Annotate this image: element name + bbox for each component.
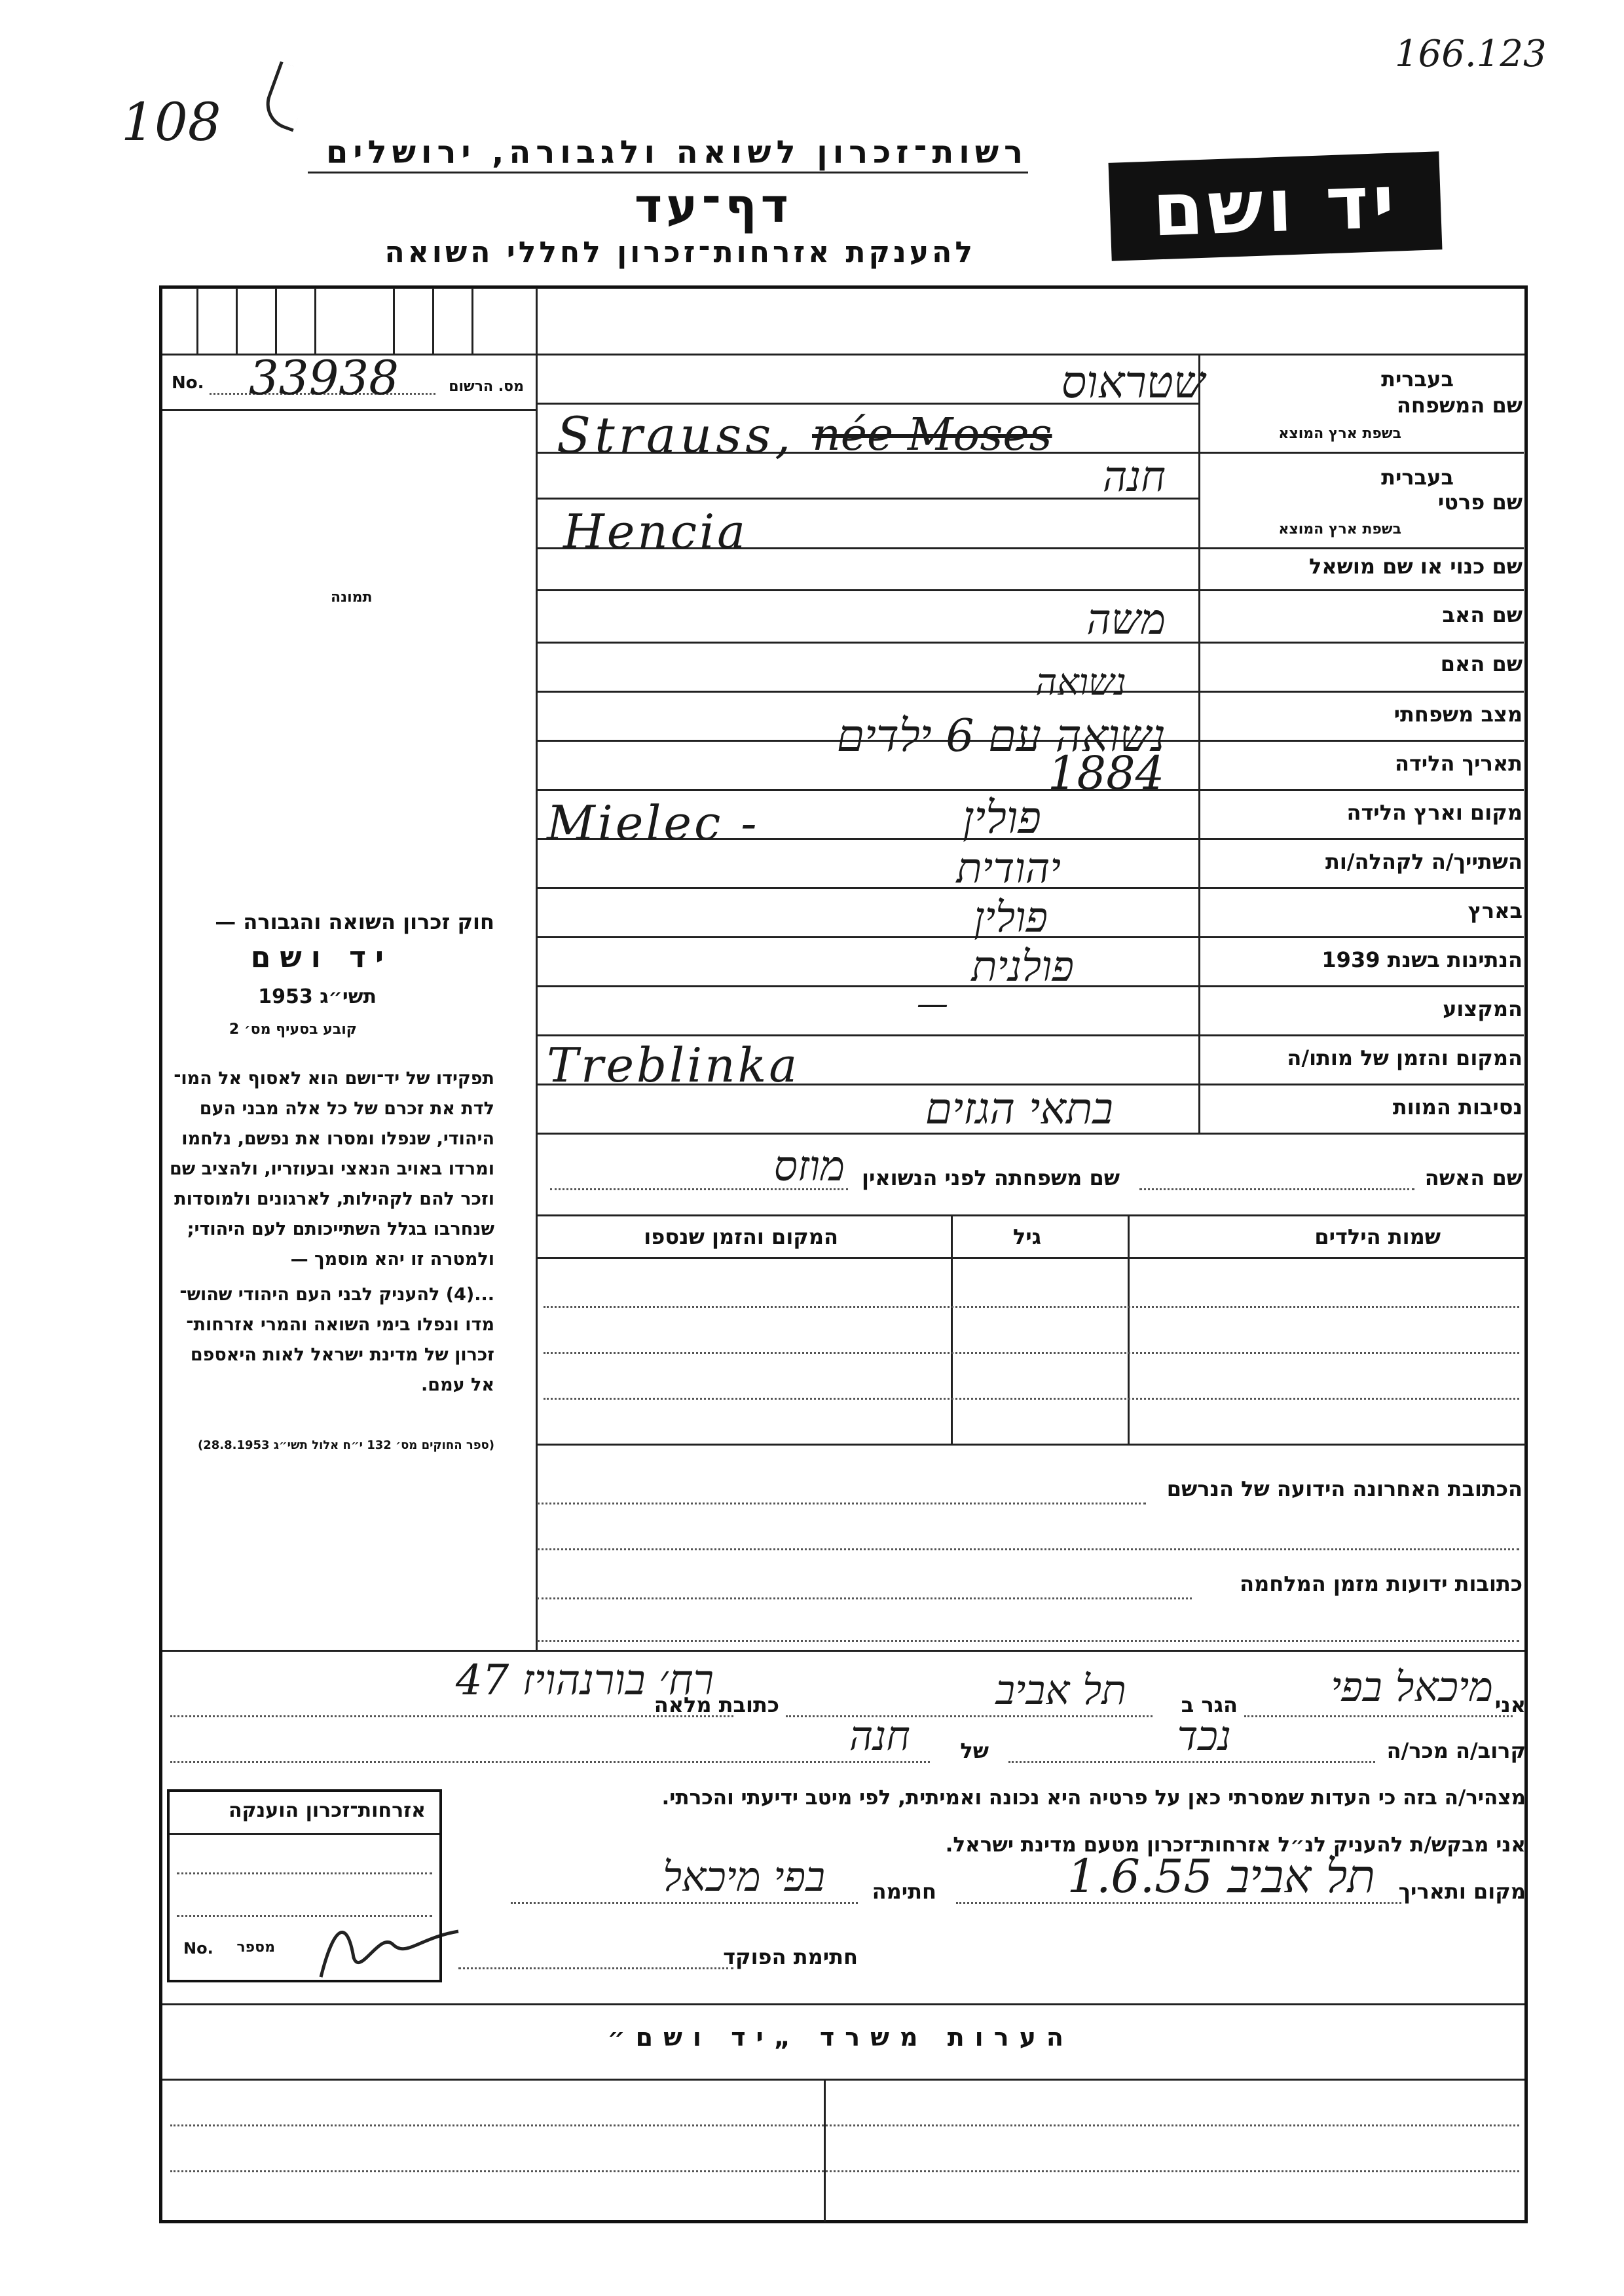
reg-label: מס. הרשום <box>449 378 524 395</box>
label-in-hebrew-1: בעברית <box>1381 367 1454 392</box>
label-marital-status: מצב משפחתי <box>1393 702 1522 727</box>
law-para2-line2: מדו ונפלו בימי השואה והמרי אזרחות־ <box>186 1315 494 1335</box>
decl-statement-2: אני מבקש/ת להעניק לנ״ל אזרחות־זכרון מטעם מדינת ישראל. <box>945 1833 1526 1857</box>
label-native-lang-2: בשפת ארץ המוצא <box>1278 521 1401 538</box>
value-marital-1: נשואה <box>1035 661 1126 704</box>
decl-address-dots <box>170 1715 733 1717</box>
value-profession: — <box>917 985 948 1022</box>
wartime-address-dots-2 <box>537 1640 1519 1642</box>
row-line-11 <box>1200 985 1524 987</box>
label-citizenship-1939: הנתינות בשנת 1939 <box>1321 947 1522 972</box>
cert-box-number-label: מספר <box>236 1939 275 1956</box>
row-line-3 <box>1200 589 1524 591</box>
children-col-1 <box>951 1214 953 1444</box>
label-i: אני <box>1494 1692 1526 1717</box>
wife-name-dots <box>1139 1188 1414 1190</box>
row-line-4 <box>1200 642 1524 644</box>
law-para1-line2: לדת את זכרם של כל אלה מבני העם <box>199 1099 494 1119</box>
label-officer: חתימת הפוקד <box>723 1944 858 1969</box>
label-nickname: שם כנוי או שם מושאל <box>1308 554 1522 579</box>
label-family-name: שם המשפחה <box>1396 393 1522 418</box>
grid-box-3 <box>275 288 277 354</box>
decl-name: מיכאל בפי <box>1331 1663 1493 1711</box>
address-bottom-line <box>162 1650 1524 1652</box>
label-place-date: מקום ותאריך <box>1398 1879 1526 1904</box>
children-bottom-line <box>537 1444 1526 1446</box>
label-place-time-died: המקום והזמן שנספו <box>644 1224 838 1249</box>
value-birth-date: 1884 <box>1048 746 1165 800</box>
reg-row-line <box>162 409 537 411</box>
label-community: השתייך/ה לקהלה/ות <box>1325 849 1522 874</box>
decl-city-dots <box>786 1715 1153 1717</box>
value-community: יהודית <box>956 845 1061 893</box>
corner-number-right: 166.123 <box>1395 33 1547 75</box>
value-country: פולין <box>974 894 1048 942</box>
row-line-1 <box>1200 452 1524 454</box>
document-title: דף־עד <box>634 178 792 233</box>
label-birth-place: מקום וארץ הלידה <box>1346 800 1522 825</box>
label-in-country: בארץ <box>1467 898 1522 923</box>
row-line-6 <box>1200 740 1524 742</box>
notes-title: הערות משרד „יד ושם״ <box>607 2023 1074 2052</box>
row-line-9 <box>1200 887 1524 889</box>
law-para1-line4: ומרדו באויב הנאצי ובעוזריו, ולהציב שם <box>169 1159 494 1179</box>
row-line-2 <box>1200 547 1524 549</box>
left-column-divider <box>536 288 538 1650</box>
children-col-2 <box>1128 1214 1130 1444</box>
law-para1-line3: היהודי, שנפלו ומסרו את נפשם, נלחמו <box>181 1129 494 1149</box>
label-mother: שם האם <box>1440 651 1522 676</box>
law-para1-line5: וזכר להם לקהילות, לארגונים ולמוסדות <box>174 1189 494 1209</box>
reg-number: 33938 <box>249 350 399 405</box>
value-death-circumstances: בתאי הגזים <box>925 1084 1113 1134</box>
law-section: קובע בסעיף מס׳ 2 <box>229 1021 357 1038</box>
law-citation: (ספר החוקים מס׳ 132 י״ח אלול תשי״ג 28.8.1953) <box>198 1438 494 1452</box>
label-profession: המקצוע <box>1443 996 1522 1021</box>
grid-box-4 <box>314 288 316 354</box>
wife-row-line <box>537 1214 1526 1216</box>
decl-place-date: תל אביב 1.6.55 <box>1067 1850 1375 1903</box>
row-line-5 <box>1200 691 1524 693</box>
row-line-13 <box>1200 1084 1524 1085</box>
law-para1-line7: ולמטרה זו יהא מוסמך — <box>290 1249 494 1269</box>
decl-relation-person: חנה <box>849 1712 910 1760</box>
children-row-3 <box>544 1398 1519 1400</box>
value-marital-2: נשואה עם 6 ילדים <box>836 710 1166 762</box>
label-wartime-addresses: כתובות ידועות מזמן המלחמה <box>1240 1571 1522 1596</box>
label-birth-date: תאריך הלידה <box>1394 751 1522 776</box>
notes-row-2 <box>170 2170 1519 2172</box>
law-para1-line1: תפקידו של יד־ושם הוא לאסוף אל המו־ <box>174 1068 494 1089</box>
label-in-hebrew-2: בעברית <box>1381 465 1454 490</box>
notes-row-1 <box>170 2124 1519 2126</box>
law-para2-line1: ...(4) להעניק לבני העם היהודי שהוש־ <box>179 1285 494 1305</box>
authority-name: רשות־זכרון לשואה ולגבורה, ירושלים <box>325 134 1028 171</box>
grid-box-1 <box>196 288 198 354</box>
label-death-circumstances: נסיבות המוות <box>1392 1095 1522 1120</box>
document-subtitle: להענקת אזרחות־זכרון לחללי השואה <box>384 236 976 269</box>
value-first-name-heb: חנה <box>1102 453 1166 501</box>
value-birth-place-heb: פולין <box>963 792 1041 844</box>
label-age: גיל <box>1012 1224 1041 1249</box>
corner-number-left: 108 <box>121 92 221 153</box>
cert-box-dots-1 <box>177 1872 432 1874</box>
reg-no-label: No. <box>172 373 204 393</box>
law-title: חוק זכרון השואה והגבורה — <box>215 909 494 934</box>
decl-address: רח׳ בורנהויז 47 <box>455 1656 714 1705</box>
law-year: תשי״ג 1953 <box>258 985 377 1008</box>
label-lives-in: הגר ב <box>1181 1692 1238 1717</box>
value-family-name-heb: שטראוס <box>1061 357 1205 409</box>
law-para1-line6: שנחרבו בגלל השתייכותם לעם היהודי; <box>187 1219 494 1239</box>
notes-top-line <box>162 2003 1524 2005</box>
decl-person-dots <box>170 1761 930 1763</box>
label-maiden-name: שם משפחתה לפני הנשואין <box>861 1165 1120 1190</box>
last-address-dots-2 <box>537 1548 1519 1550</box>
decl-statement-1: מצהיר/ה בזה כי העדות שמסרתי כאן על פרטיה היא נכונה ואמיתית, לפי מיטב ידיעתי והכרתי. <box>661 1786 1526 1810</box>
photo-label: תמונה <box>331 589 373 606</box>
decl-name-dots <box>1244 1715 1513 1717</box>
children-row-1 <box>544 1306 1519 1308</box>
authority-underline <box>308 172 1028 173</box>
last-address-dots-1 <box>537 1503 1146 1504</box>
row-line-7 <box>1200 789 1524 791</box>
law-para2-line3: זכרון של מדינת ישראל לאות היאספם <box>190 1345 494 1365</box>
label-column-divider <box>1198 354 1200 1133</box>
value-death-place: Treblinka <box>547 1038 800 1093</box>
law-para2-line4: אל עמם. <box>421 1375 494 1395</box>
label-last-address: הכתובת האחרונה הידועה של הנרשם <box>1166 1476 1522 1501</box>
law-name: יד ושם <box>250 941 393 974</box>
decl-relation-dots <box>1008 1761 1375 1763</box>
label-death-place: המקום והזמן של מותו/ה <box>1287 1046 1522 1070</box>
value-citizenship: פולנית <box>971 943 1074 991</box>
label-first-name: שם פרטי <box>1437 490 1522 515</box>
value-line-10 <box>537 887 1198 889</box>
label-native-lang-1: בשפת ארץ המוצא <box>1278 426 1401 442</box>
label-relation-of: של <box>960 1738 989 1763</box>
grid-box-7 <box>471 288 473 354</box>
value-family-name-nee: née Moses <box>812 409 1052 461</box>
label-relation: קרוב/ה מכר/ה <box>1386 1738 1526 1763</box>
notes-header-line <box>162 2079 1524 2081</box>
wartime-address-dots-1 <box>537 1597 1192 1599</box>
cert-box-dots-2 <box>177 1915 432 1917</box>
value-line-4 <box>537 589 1198 591</box>
label-wife-name: שם האשה <box>1424 1165 1522 1190</box>
label-address: כתובת מלאה <box>654 1692 779 1717</box>
cert-box-no-label: No. <box>183 1939 213 1958</box>
value-line-12 <box>537 985 1198 987</box>
cert-box-line <box>170 1833 439 1835</box>
decl-signature-dots <box>511 1902 858 1904</box>
value-line-2 <box>537 498 1198 500</box>
decl-signature: בפי מיכאל <box>663 1853 825 1901</box>
value-father: משה <box>1086 596 1166 644</box>
value-first-name-latin: Hencia <box>563 504 748 559</box>
value-birth-place-latin: Mielec - <box>547 795 760 850</box>
row-line-10 <box>1200 936 1524 938</box>
decl-relation-value: נכד <box>1177 1712 1231 1760</box>
row-line-12 <box>1200 1034 1524 1036</box>
cert-box-title: אזרחות־זכרון הוענקה <box>228 1799 426 1822</box>
row-line-8 <box>1200 838 1524 840</box>
value-line-11 <box>537 936 1198 938</box>
officer-dots <box>458 1967 733 1969</box>
grid-box-2 <box>236 288 238 354</box>
label-signature: חתימה <box>872 1879 936 1904</box>
grid-box-6 <box>432 288 434 354</box>
label-children-names: שמות הילדים <box>1314 1224 1441 1249</box>
value-line-13 <box>537 1034 1198 1036</box>
value-family-name-latin: Strauss, <box>557 406 795 464</box>
children-header-line <box>537 1257 1526 1259</box>
notes-divider <box>824 2079 826 2221</box>
label-father: שם האב <box>1442 602 1522 627</box>
children-row-2 <box>544 1352 1519 1354</box>
grid-box-5 <box>393 288 395 354</box>
corner-mark-hook <box>259 61 314 132</box>
yad-vashem-logo: יד ושם <box>1109 151 1443 261</box>
decl-city: תל אביב <box>995 1666 1126 1714</box>
value-maiden-name: מוזס <box>773 1142 845 1191</box>
